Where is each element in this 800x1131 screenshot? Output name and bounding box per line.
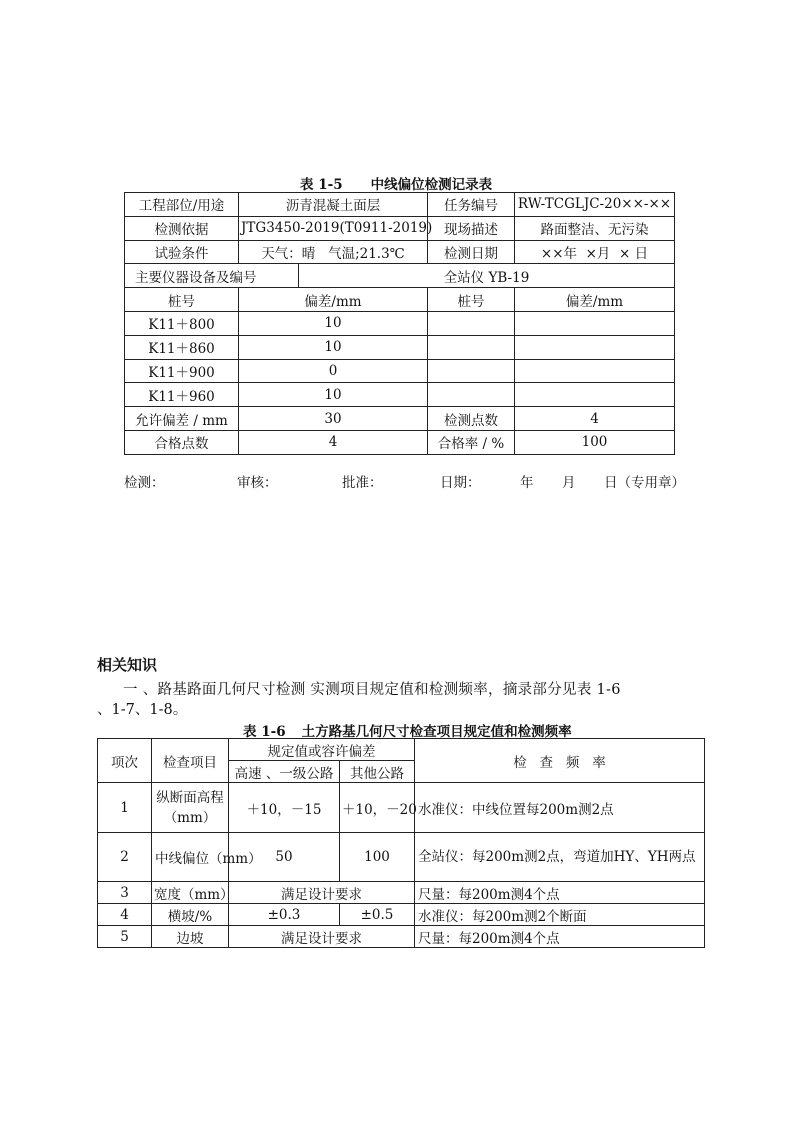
row-frequency: 水准仪：中线位置每200m测2点 (415, 783, 705, 833)
header-station-1: 桩号 (125, 288, 239, 312)
pass-points-label: 合格点数 (125, 430, 239, 454)
equipment-value: 全站仪 YB-19 (299, 264, 675, 288)
empty-cell (515, 335, 675, 359)
row-frequency: 尺量：每200m测4个点 (415, 882, 705, 904)
row-no: 4 (98, 904, 152, 926)
date-label: 日期： (440, 475, 481, 491)
empty-cell (515, 311, 675, 335)
empty-cell (515, 383, 675, 407)
header-frequency: 检 查 频 率 (415, 739, 705, 783)
project-value: 沥青混凝土面层 (239, 193, 428, 217)
empty-cell (428, 311, 515, 335)
table-row (125, 430, 675, 454)
table-row (98, 926, 705, 948)
row-highway-value: ±0.3 (229, 904, 340, 926)
station-cell: K11＋800 (125, 311, 239, 335)
row-item: 边坡 (152, 926, 229, 948)
scene-value: 路面整洁、无污染 (515, 216, 675, 240)
table-1-5-title: 中线偏位检测记录表 (370, 177, 493, 193)
paragraph-line-1: 一 、路基路面几何尺寸检测 实测项目规定值和检测频率，摘录部分见表 1-6 (123, 682, 621, 698)
task-label: 任务编号 (428, 193, 515, 217)
pass-points-value: 4 (239, 430, 428, 454)
weather-text: 天气：晴 (261, 245, 316, 262)
row-no: 5 (98, 926, 152, 948)
table-1-6-title: 土方路基几何尺寸检查项目规定值和检测频率 (301, 724, 572, 740)
header-station-2: 桩号 (428, 288, 515, 312)
row-highway-value: 50 (229, 833, 340, 882)
table-1-6-caption (243, 720, 572, 740)
deviation-cell: 10 (239, 311, 428, 335)
row-frequency: 水准仪：每200m测2个断面 (415, 904, 705, 926)
table-1-5-caption (300, 173, 492, 193)
subgrade-geometry-table (97, 738, 705, 948)
pass-rate-value: 100 (515, 430, 675, 454)
table-header-row (125, 288, 675, 312)
table-row (125, 240, 675, 264)
row-item: 横坡/% (152, 904, 229, 926)
table-row (125, 311, 675, 335)
temperature-text: 气温;21.3℃ (328, 245, 405, 262)
header-no: 项次 (98, 739, 152, 783)
project-label: 工程部位/用途 (125, 193, 239, 217)
deviation-cell: 10 (239, 383, 428, 407)
condition-label: 试验条件 (125, 240, 239, 264)
paragraph-line-2: 、1-7、1-8。 (97, 702, 188, 718)
table-row (98, 833, 705, 882)
row-other-value: ±0.5 (340, 904, 415, 926)
row-no: 2 (98, 833, 152, 882)
row-merged-value: 满足设计要求 (229, 926, 415, 948)
header-item: 检查项目 (152, 739, 229, 783)
table-row (125, 193, 675, 217)
station-cell: K11＋960 (125, 383, 239, 407)
test-points-label: 检测点数 (428, 407, 515, 431)
header-deviation-1: 偏差/mm (239, 288, 428, 312)
header-other-road: 其他公路 (340, 761, 415, 783)
table-row (98, 783, 705, 833)
table-row (125, 407, 675, 431)
allowed-deviation-label: 允许偏差 / mm (125, 407, 239, 431)
station-cell: K11＋900 (125, 359, 239, 383)
table-row (125, 335, 675, 359)
station-cell: K11＋860 (125, 335, 239, 359)
condition-value (239, 240, 428, 264)
table-header-row (98, 739, 705, 761)
month-label: 月 (562, 475, 576, 491)
deviation-cell: 10 (239, 335, 428, 359)
pass-rate-label: 合格率 / % (428, 430, 515, 454)
inspector-label: 检测： (124, 475, 165, 491)
row-highway-value: ＋10，－15 (229, 783, 340, 833)
table-1-5-number: 表 1-5 (300, 177, 343, 193)
row-frequency: 全站仪：每200m测2点，弯道加HY、YH两点 (415, 833, 705, 882)
header-highway: 高速 、一级公路 (229, 761, 340, 783)
table-row (98, 904, 705, 926)
equipment-label: 主要仪器设备及编号 (125, 264, 299, 288)
deviation-cell: 0 (239, 359, 428, 383)
reviewer-label: 审核： (237, 475, 278, 491)
date-label: 检测日期 (428, 240, 515, 264)
basis-label: 检测依据 (125, 216, 239, 240)
allowed-deviation-value: 30 (239, 407, 428, 431)
year-label: 年 (520, 475, 534, 491)
task-value: RW-TCGLJC-20××-×× (515, 193, 675, 217)
row-item: 纵断面高程（mm） (152, 783, 229, 833)
row-item: 宽度（mm） (152, 882, 229, 904)
table-row (125, 383, 675, 407)
row-other-value: 100 (340, 833, 415, 882)
header-spec: 规定值或容许偏差 (229, 739, 415, 761)
header-deviation-2: 偏差/mm (515, 288, 675, 312)
basis-value: JTG3450-2019(T0911-2019) (239, 216, 428, 240)
day-stamp-label: 日（专用章） (604, 475, 685, 491)
centerline-offset-record-table (124, 192, 675, 455)
empty-cell (428, 335, 515, 359)
approver-label: 批准： (342, 475, 383, 491)
date-value: ××年 ×月 × 日 (515, 240, 675, 264)
table-row (98, 882, 705, 904)
section-heading: 相关知识 (97, 656, 158, 674)
empty-cell (428, 359, 515, 383)
row-other-value: ＋10，－20 (340, 783, 415, 833)
table-row (125, 359, 675, 383)
scene-label: 现场描述 (428, 216, 515, 240)
table-1-6-number: 表 1-6 (243, 724, 286, 740)
table-row (125, 216, 675, 240)
test-points-value: 4 (515, 407, 675, 431)
table-row (125, 264, 675, 288)
paragraph (97, 680, 702, 720)
empty-cell (515, 359, 675, 383)
row-frequency: 尺量：每200m测4个点 (415, 926, 705, 948)
empty-cell (428, 383, 515, 407)
row-no: 3 (98, 882, 152, 904)
row-no: 1 (98, 783, 152, 833)
row-item: 中线偏位（mm） (152, 833, 229, 882)
row-merged-value: 满足设计要求 (229, 882, 415, 904)
